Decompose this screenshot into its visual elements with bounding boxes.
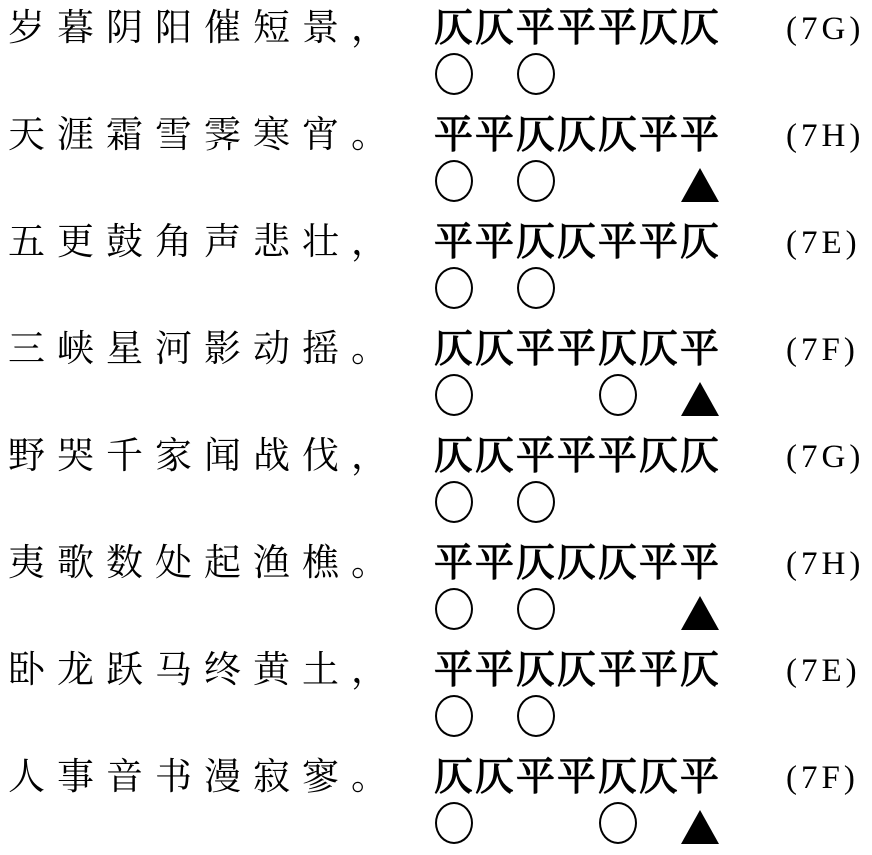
rhyme-pattern-label: (7F) (786, 760, 859, 796)
tone-char: 平 (474, 542, 514, 585)
tone-marker-row (433, 481, 720, 523)
tone-marker (556, 374, 597, 416)
tone-char: 平 (433, 542, 473, 585)
verse-text: 三峡星河影动摇。 (8, 329, 400, 370)
tone-marker (474, 160, 515, 202)
tone-char: 仄 (679, 221, 719, 264)
tone-marker (515, 695, 556, 737)
tone-char: 平 (597, 435, 637, 478)
tone-char: 仄 (433, 328, 473, 371)
tone-marker (515, 374, 556, 416)
rhyme-triangle-marker (679, 695, 720, 737)
rhyme-pattern-label: (7G) (786, 11, 865, 47)
tone-char: 平 (433, 221, 473, 264)
tone-marker (638, 160, 679, 202)
poem-row (0, 6, 872, 113)
tone-pattern (433, 6, 720, 52)
tone-char: 平 (556, 435, 596, 478)
tone-char: 仄 (597, 114, 637, 157)
tone-marker (597, 695, 638, 737)
tone-char: 仄 (679, 7, 719, 50)
tone-char: 仄 (556, 114, 596, 157)
tone-char: 仄 (474, 7, 514, 50)
tone-char: 仄 (679, 435, 719, 478)
tone-marker (556, 53, 597, 95)
tone-char: 平 (515, 435, 555, 478)
rhyme-pattern-label: (7F) (786, 332, 859, 368)
poem-row (0, 434, 872, 541)
verse-text: 天涯霜雪霁寒宵。 (8, 115, 400, 156)
tone-char: 仄 (515, 649, 555, 692)
tone-marker (597, 160, 638, 202)
tone-char: 平 (679, 328, 719, 371)
tone-pattern (433, 434, 720, 480)
tone-char: 平 (515, 328, 555, 371)
tone-marker (474, 374, 515, 416)
tone-char: 平 (679, 542, 719, 585)
tone-char: 仄 (556, 542, 596, 585)
tone-marker (597, 267, 638, 309)
tone-marker (638, 802, 679, 844)
tone-marker (638, 481, 679, 523)
rhyme-triangle-marker (679, 267, 720, 309)
rhyme-pattern-label: (7H) (786, 118, 865, 154)
rhyme-pattern-label: (7E) (786, 225, 861, 261)
tone-pattern (433, 327, 720, 373)
tone-char: 平 (556, 7, 596, 50)
tone-marker-row (433, 695, 720, 737)
tone-char: 平 (597, 649, 637, 692)
tone-marker (638, 53, 679, 95)
tone-char: 仄 (638, 7, 678, 50)
tone-char: 平 (474, 114, 514, 157)
tone-marker (474, 588, 515, 630)
verse-text: 岁暮阴阳催短景， (8, 8, 400, 49)
tone-pattern (433, 648, 720, 694)
verse-text: 人事音书漫寂寥。 (8, 757, 400, 798)
tone-pattern (433, 755, 720, 801)
tone-marker (515, 481, 556, 523)
tone-char: 仄 (474, 435, 514, 478)
rhyme-triangle-marker (679, 481, 720, 523)
tone-marker-row (433, 588, 720, 630)
tone-char: 平 (638, 649, 678, 692)
poem-row (0, 220, 872, 327)
flexible-tone-circle-marker (433, 802, 474, 844)
flexible-tone-circle-marker (433, 588, 474, 630)
tone-marker (474, 695, 515, 737)
rhyme-pattern-label: (7G) (786, 439, 865, 475)
tone-char: 仄 (679, 649, 719, 692)
tone-marker (638, 695, 679, 737)
tone-marker (474, 267, 515, 309)
tone-char: 平 (638, 221, 678, 264)
tone-char: 仄 (433, 756, 473, 799)
tone-marker-row (433, 267, 720, 309)
tone-marker (556, 160, 597, 202)
poem-row (0, 541, 872, 648)
tone-marker (638, 374, 679, 416)
tone-marker (474, 53, 515, 95)
tone-marker (515, 267, 556, 309)
tone-char: 平 (515, 7, 555, 50)
tone-char: 平 (597, 7, 637, 50)
tone-marker (556, 802, 597, 844)
tone-marker (515, 588, 556, 630)
tone-marker (556, 588, 597, 630)
rhyme-triangle-marker (679, 53, 720, 95)
tone-marker-row (433, 53, 720, 95)
rhyme-pattern-label: (7H) (786, 546, 865, 582)
flexible-tone-circle-marker (433, 695, 474, 737)
tone-pattern (433, 220, 720, 266)
tone-marker (515, 160, 556, 202)
flexible-tone-circle-marker (433, 53, 474, 95)
verse-text: 卧龙跃马终黄土， (8, 650, 400, 691)
tone-char: 仄 (638, 756, 678, 799)
verse-text: 五更鼓角声悲壮， (8, 222, 400, 263)
tone-marker (515, 53, 556, 95)
tone-char: 平 (474, 649, 514, 692)
tone-marker-row (433, 374, 720, 416)
tone-marker (597, 588, 638, 630)
tone-char: 仄 (597, 328, 637, 371)
tone-char: 仄 (638, 328, 678, 371)
rhyme-triangle-marker (679, 374, 720, 416)
tone-pattern (433, 541, 720, 587)
poem-row (0, 755, 872, 855)
verse-text: 夷歌数处起渔樵。 (8, 543, 400, 584)
tone-marker (556, 695, 597, 737)
poem-row (0, 113, 872, 220)
tone-marker-row (433, 160, 720, 202)
flexible-tone-circle-marker (433, 160, 474, 202)
tone-char: 仄 (474, 756, 514, 799)
tone-char: 仄 (556, 649, 596, 692)
tone-char: 仄 (515, 221, 555, 264)
tone-char: 平 (433, 114, 473, 157)
flexible-tone-circle-marker (433, 481, 474, 523)
tone-marker (638, 588, 679, 630)
tone-char: 平 (474, 221, 514, 264)
tone-char: 平 (556, 756, 596, 799)
flexible-tone-circle-marker (433, 374, 474, 416)
tone-marker (556, 267, 597, 309)
tone-marker (474, 481, 515, 523)
tone-char: 仄 (556, 221, 596, 264)
tone-char: 仄 (433, 435, 473, 478)
tone-char: 仄 (597, 756, 637, 799)
tone-marker (597, 802, 638, 844)
tone-char: 仄 (474, 328, 514, 371)
tone-char: 平 (515, 756, 555, 799)
tone-char: 平 (638, 542, 678, 585)
tone-marker (474, 802, 515, 844)
tone-marker-row (433, 802, 720, 844)
tone-char: 平 (433, 649, 473, 692)
poem-row (0, 327, 872, 434)
tone-char: 仄 (638, 435, 678, 478)
rhyme-triangle-marker (679, 588, 720, 630)
tone-char: 仄 (597, 542, 637, 585)
verse-text: 野哭千家闻战伐， (8, 436, 400, 477)
tone-char: 仄 (433, 7, 473, 50)
tone-marker (556, 481, 597, 523)
tone-char: 平 (638, 114, 678, 157)
tone-char: 仄 (515, 114, 555, 157)
rhyme-triangle-marker (679, 802, 720, 844)
poem-row (0, 648, 872, 755)
tone-marker (597, 53, 638, 95)
tone-char: 平 (679, 756, 719, 799)
tone-marker (638, 267, 679, 309)
tone-marker (597, 481, 638, 523)
tone-char: 平 (597, 221, 637, 264)
flexible-tone-circle-marker (433, 267, 474, 309)
tone-pattern (433, 113, 720, 159)
tone-marker (597, 374, 638, 416)
tone-char: 平 (679, 114, 719, 157)
rhyme-pattern-label: (7E) (786, 653, 861, 689)
tone-char: 平 (556, 328, 596, 371)
tone-marker (515, 802, 556, 844)
rhyme-triangle-marker (679, 160, 720, 202)
tone-char: 仄 (515, 542, 555, 585)
